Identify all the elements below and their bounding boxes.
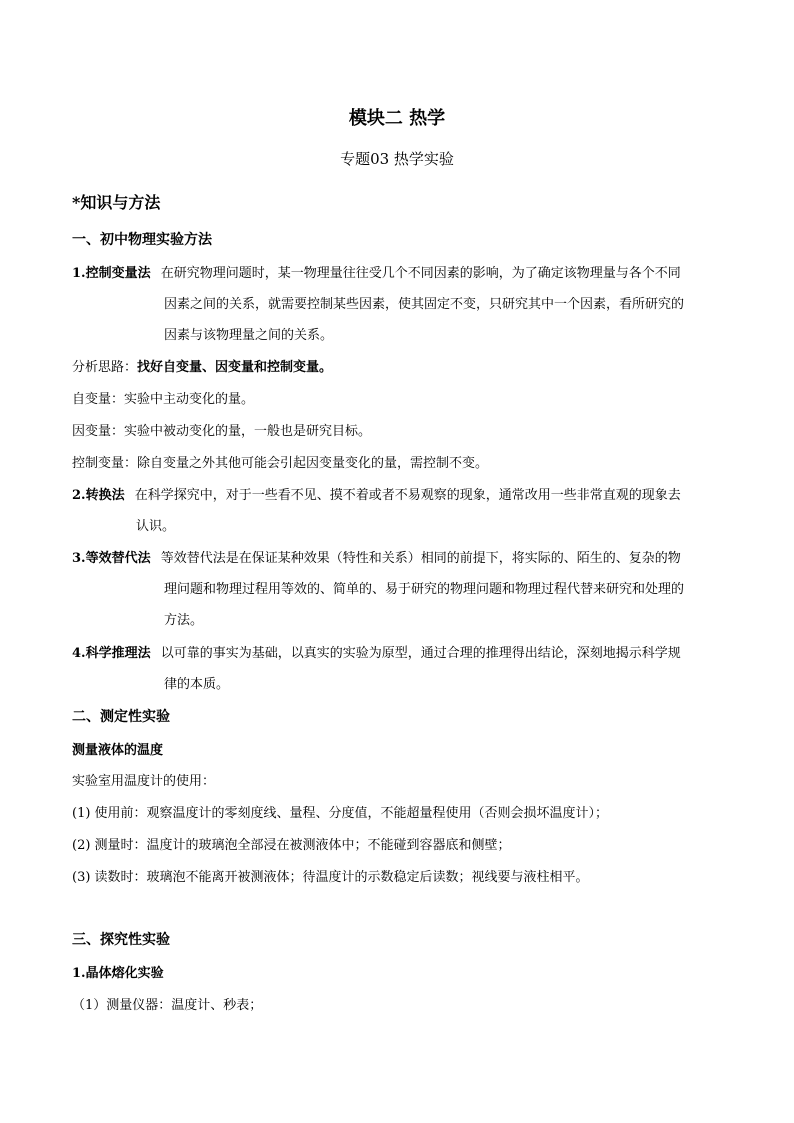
document-title: 模块二 热学 [348,108,446,129]
method-line: 在研究物理问题时，某一物理量往往受几个不同因素的影响，为了确定该物理量与各个不同 [160,266,681,281]
method-line: 因素与该物理量之间的关系。 [164,328,334,343]
method-line: 在科学探究中，对于一些看不见、摸不着或者不易观察的现象，通常改用一些非常直观的现象去 [134,488,681,503]
thermometer-step: (1) 使用前：观察温度计的零刻度线、量程、分度值，不能超量程使用（否则会损坏温度计）； [72,806,609,821]
control-variable-line: 控制变量：除自变量之外其他可能会引起因变量变化的量，需控制不变。 [72,456,489,471]
analysis-bold: 找好自变量、因变量和控制变量。 [137,360,333,375]
method-line: 等效替代法是在保证某种效果（特性和关系）相同的前提下，将实际的、陌生的、复杂的物 [160,551,681,566]
section2-subheading: 测量液体的温度 [72,743,164,758]
section3-heading: 三、探究性实验 [72,932,170,948]
section1-heading: 一、初中物理实验方法 [72,232,212,248]
analysis-line [72,356,332,375]
method-line: 理问题和物理过程用等效的、简单的、易于研究的物理问题和物理过程代替来研究和处理的 [164,582,685,597]
method-term: 4.科学推理法 [72,646,151,661]
knowledge-heading: *知识与方法 [72,193,161,212]
section2-intro: 实验室用温度计的使用： [72,774,216,789]
thermometer-step: (2) 测量时：温度计的玻璃泡全部浸在被测液体中；不能碰到容器底和侧壁； [72,838,511,853]
analysis-label: 分析思路： [72,360,138,375]
method-term: 3.等效替代法 [72,551,151,566]
independent-variable-line: 自变量：实验中主动变化的量。 [72,392,255,407]
section3-line: （1）测量仪器：温度计、秒表； [72,998,263,1013]
thermometer-step: (3) 读数时：玻璃泡不能离开被测液体；待温度计的示数稳定后读数；视线要与液柱相平。 [72,870,589,885]
method-line: 因素之间的关系，就需要控制某些因素，使其固定不变，只研究其中一个因素，看所研究的 [164,297,685,312]
method-item-4 [72,642,681,661]
method-line: 方法。 [164,613,204,628]
document-subtitle: 专题03 热学实验 [340,150,454,168]
dependent-variable-line: 因变量：实验中被动变化的量，一般也是研究目标。 [72,424,372,439]
method-item-3 [72,547,681,566]
method-term: 2.转换法 [72,488,125,503]
method-item-2 [72,484,681,503]
section3-subheading: 1.晶体熔化实验 [72,966,164,981]
method-line: 律的本质。 [164,677,230,692]
section2-heading: 二、测定性实验 [72,709,170,725]
method-line: 以可靠的事实为基础，以真实的实验为原型，通过合理的推理得出结论，深刻地揭示科学规 [160,646,681,661]
method-line: 认识。 [136,519,176,534]
method-item-1 [72,262,681,281]
method-term: 1.控制变量法 [72,266,151,281]
